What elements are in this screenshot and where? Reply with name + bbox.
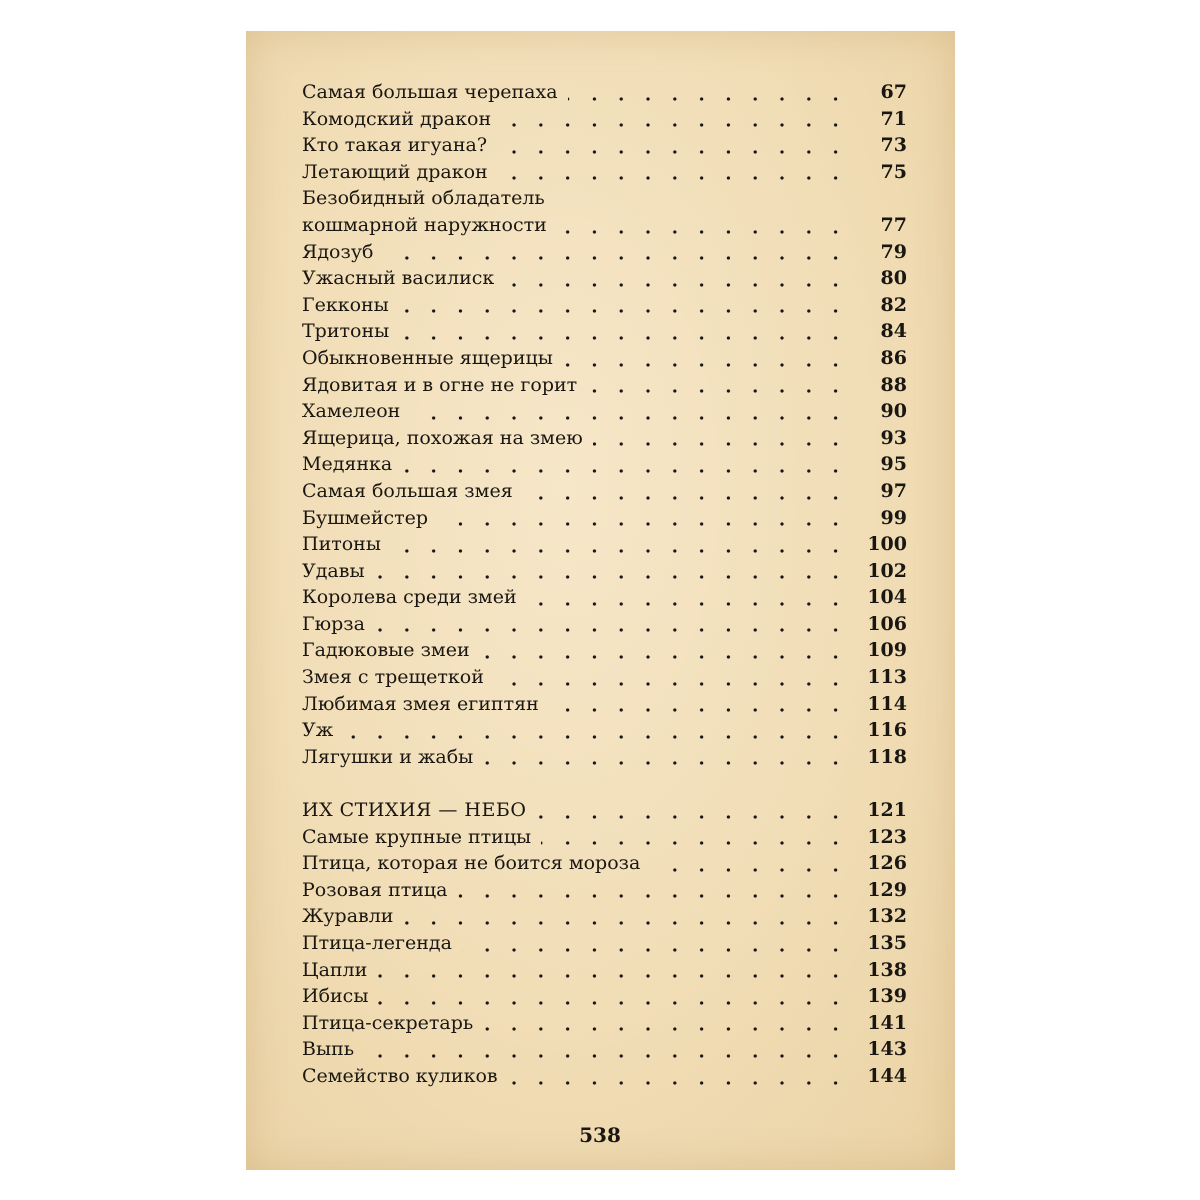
dot-leader [593,442,849,446]
toc-entry [302,372,907,399]
toc-entry-page: 104 [867,586,907,609]
toc-entry [302,1010,907,1037]
dot-leader [563,363,849,367]
toc-entry-page: 106 [867,612,907,635]
dot-leader [378,1001,849,1005]
dot-leader [391,549,849,553]
dot-leader [383,256,849,260]
toc-entry-title: Летающий дракон [302,160,488,183]
toc-entry [302,637,907,664]
dot-leader [523,496,849,500]
toc-entry-title: Ядозуб [302,240,374,263]
toc-entry-title: Удавы [302,559,365,582]
toc-entry-title: Выпь [302,1038,355,1061]
toc-entry-title: Уж [302,719,334,742]
toc-entry-page: 118 [867,745,907,768]
toc-entry [302,239,907,266]
page-number: 538 [579,1123,621,1147]
toc-entry [302,478,907,505]
dot-leader [508,1081,849,1085]
toc-entry-title: Журавли [302,905,394,928]
dot-leader [364,1054,849,1058]
dot-leader [403,921,849,925]
toc-entry-page: 126 [867,852,907,875]
toc-entry [302,877,907,904]
toc-entry [302,903,907,930]
table-of-contents [302,79,907,1090]
toc-entry [302,824,907,851]
dot-leader [501,123,849,127]
toc-entry [302,132,907,159]
toc-entry [302,717,907,744]
toc-entry-title: Тритоны [302,320,390,343]
toc-entry-title: Ужасный василиск [302,267,495,290]
toc-entry [302,1063,907,1090]
toc-entry-title: Кто такая игуана? [302,134,488,157]
toc-entry [302,850,907,877]
toc-entry-page: 102 [867,559,907,582]
toc-entry [302,318,907,345]
toc-entry-title: Самая большая черепаха [302,81,558,103]
dot-leader [438,522,849,526]
dot-leader [650,868,849,872]
dot-leader [541,841,849,845]
dot-leader [375,575,849,579]
toc-entry [302,983,907,1010]
toc-entry [302,106,907,133]
toc-entry [302,664,907,691]
toc-entry-page: 123 [867,825,907,848]
toc-entry [302,584,907,611]
toc-entry-title: Королева среди змей [302,586,517,609]
toc-entry [302,930,907,957]
toc-entry [302,425,907,452]
dot-leader [549,708,849,712]
dot-leader [504,283,849,287]
toc-entry-page: 116 [867,719,907,742]
toc-entry-page: 113 [867,666,907,689]
toc-entry [302,957,907,984]
dot-leader [377,974,849,978]
dot-leader [375,628,849,632]
toc-entry [302,79,907,106]
toc-entry [302,265,907,292]
toc-entry [302,531,907,558]
toc-entry [302,611,907,638]
toc-entry [302,398,907,425]
toc-entry-title: кошмарной наружности [302,213,547,236]
toc-entry [302,744,907,771]
toc-entry-title: Самая большая змея [302,479,513,502]
section-page: 121 [867,799,907,822]
section-spacer [302,770,907,797]
toc-entry-title: Птица-легенда [302,932,452,954]
dot-leader [527,602,849,606]
toc-entry-page: 97 [880,479,907,502]
toc-entry-title: Ибисы [302,985,369,1008]
dot-leader [497,150,849,154]
toc-entry-title: Обыкновенные ящерицы [302,346,553,369]
toc-entry-page: 114 [867,692,907,715]
dot-leader [568,97,849,101]
toc-entry [302,691,907,718]
toc-entry-title: Гюрза [302,612,365,635]
dot-leader [587,389,849,393]
dot-leader [462,948,849,952]
toc-entry-page: 88 [880,373,907,396]
toc-entry-page: 84 [880,320,907,343]
toc-entry-page: 71 [880,107,907,130]
toc-entry-title: Самые крупные птицы [302,825,532,848]
toc-entry-page: 144 [867,1064,907,1087]
section-title: ИХ СТИХИЯ — НЕБО [302,799,527,822]
toc-entry-page: 143 [867,1038,907,1061]
toc-entry-page: 100 [867,533,907,556]
dot-leader [498,176,849,180]
toc-entry-title: Цапли [302,958,368,981]
toc-entry-first-line [302,185,907,212]
dot-leader [557,230,849,234]
toc-entry-page: 73 [880,134,907,157]
toc-entry-page: 77 [880,213,907,236]
toc-entry [302,558,907,585]
toc-entry-title: Бушмейстер [302,506,429,529]
dot-leader [483,761,849,765]
dot-leader [402,469,849,473]
toc-entry-page: 129 [867,878,907,901]
toc-entry-page: 90 [880,400,907,423]
toc-entry [302,159,907,186]
dot-leader [457,894,849,898]
toc-entry-title: Ящерица, похожая на змею [302,426,583,449]
toc-entry-page: 139 [867,985,907,1008]
toc-entry [302,505,907,532]
toc-entry-title: Змея с трещеткой [302,666,484,689]
toc-entry-page: 135 [867,932,907,954]
toc-entry-title: Птица-секретарь [302,1011,474,1034]
toc-entry-title: Медянка [302,453,393,476]
toc-entry-page: 109 [867,639,907,662]
dot-leader [494,682,849,686]
toc-entry-page: 93 [880,426,907,449]
dot-leader [343,735,849,739]
toc-entry-page: 138 [867,958,907,981]
dot-leader [399,336,849,340]
toc-entry-title: Гекконы [302,293,389,316]
toc-entry-title: Безобидный обладатель [302,187,545,210]
toc-entry-page: 132 [867,905,907,928]
toc-entry-page: 95 [880,453,907,476]
toc-entry-title: Розовая птица [302,878,448,901]
toc-entry-title: Любимая змея египтян [302,692,539,715]
toc-entry-page: 82 [880,293,907,316]
dot-leader [399,309,849,313]
toc-entry-title: Гадюковые змеи [302,639,470,662]
toc-entry-page: 79 [880,240,907,263]
toc-entry-page: 80 [880,267,907,290]
toc-entry [302,1036,907,1063]
toc-entry [302,292,907,319]
dot-leader [483,1027,849,1031]
toc-entry-page: 67 [880,81,907,103]
toc-entry-title: Птица, которая не боится мороза [302,852,641,875]
dot-leader [536,815,849,819]
toc-entry [302,451,907,478]
toc-entry-title: Семейство куликов [302,1064,498,1087]
toc-entry-title: Лягушки и жабы [302,745,474,768]
toc-entry-page: 99 [880,506,907,529]
toc-section-heading [302,797,907,824]
toc-entry [302,345,907,372]
toc-entry-title: Хамелеон [302,400,401,423]
toc-entry-page: 141 [867,1011,907,1034]
toc-entry-title: Комодский дракон [302,107,492,130]
toc-entry-page: 75 [880,160,907,183]
toc-entry-title: Ядовитая и в огне не горит [302,373,578,396]
toc-entry-page: 86 [880,346,907,369]
dot-leader [480,655,849,659]
toc-entry [302,212,907,239]
dot-leader [410,416,849,420]
toc-entry-title: Питоны [302,533,381,556]
